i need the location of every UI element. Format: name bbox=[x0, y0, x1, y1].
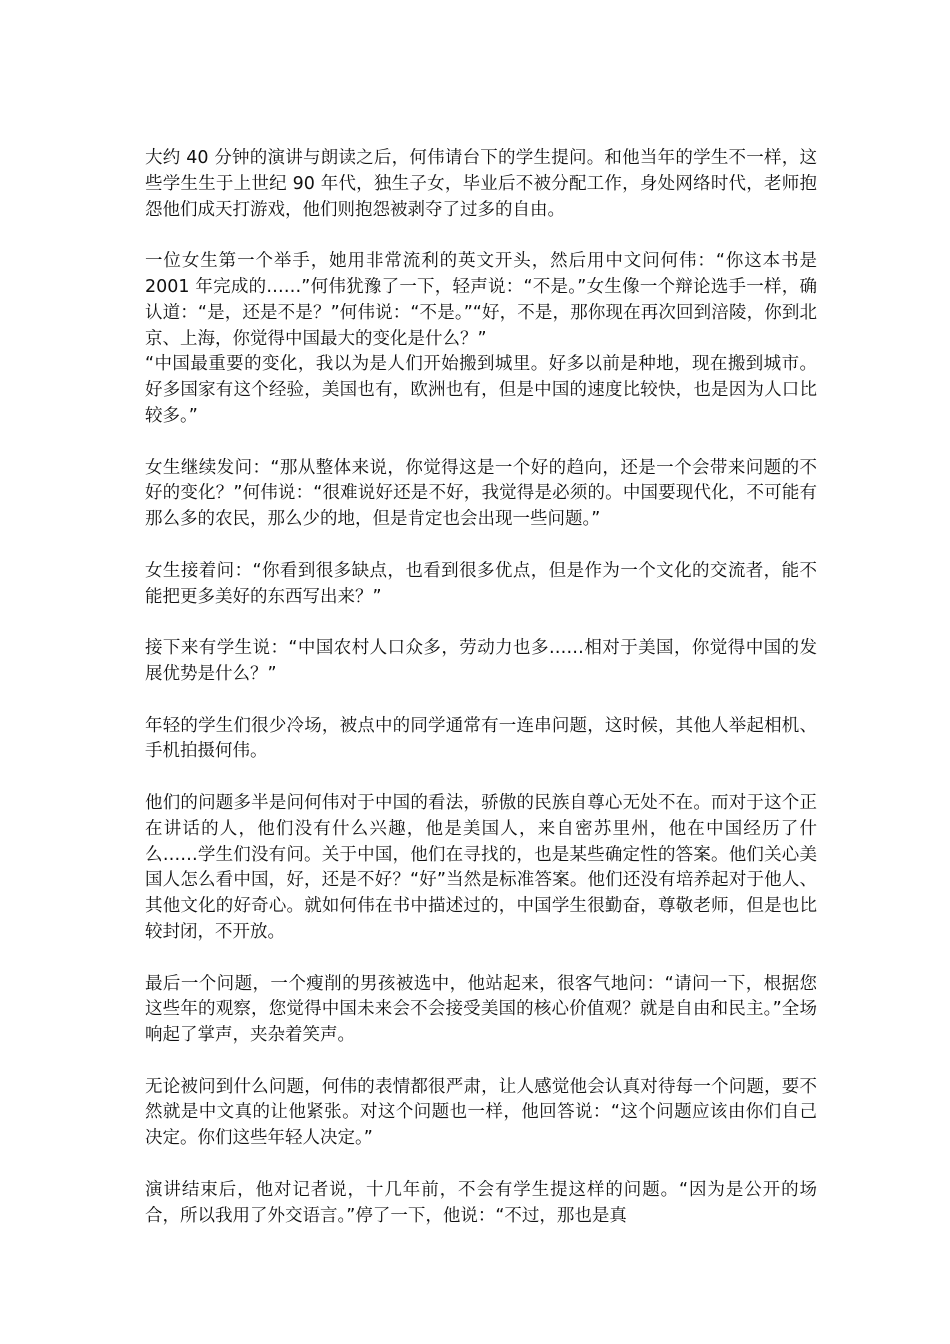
paragraph-6: 年轻的学生们很少冷场，被点中的同学通常有一连串问题，这时候，其他人举起相机、手机拍摄何伟。 bbox=[145, 715, 817, 762]
paragraph-7: 他们的问题多半是问何伟对于中国的看法，骄傲的民族自尊心无处不在。而对于这个正在讲话的人，他们没有什么兴趣，他是美国人，来自密苏里州，他在中国经历了什么……学生们没有问。关于中国，他们在寻找的，也是某些确定性的答案。他们关心美国人怎么看中国，好，还是不好？“好”当然是标准答案。他们还没有培养起对于他人、其他文化的好奇心。就如何伟在书中描述过的，中国学生很勤奋，尊敬老师，但是也比较封闭，不开放。 bbox=[145, 792, 817, 942]
paragraph-9: 无论被问到什么问题，何伟的表情都很严肃，让人感觉他会认真对待每一个问题，要不然就是中文真的让他紧张。对这个问题也一样，他回答说：“这个问题应该由你们自己决定。你们这些年轻人决定。” bbox=[145, 1076, 817, 1149]
document-body bbox=[145, 146, 817, 1255]
paragraph-2: 一位女生第一个举手，她用非常流利的英文开头，然后用中文问何伟：“你这本书是 2001 年完成的……”何伟犹豫了一下，轻声说：“不是。”女生像一个辩论选手一样，确认道：“是，还是不是？”何伟说：“不是。”“好，不是，那你现在再次回到涪陵，你到北京、上海，你觉得中国最大的变化是什么？” “中国最重要的变化，我以为是人们开始搬到城里。好多以前是种地，现在搬到城市。好多国家有这个经验，美国也有，欧洲也有，但是中国的速度比较快，也是因为人口比较多。” bbox=[145, 251, 817, 426]
paragraph-3: 女生继续发问：“那从整体来说，你觉得这是一个好的趋向，还是一个会带来问题的不好的变化？”何伟说：“很难说好还是不好，我觉得是必须的。中国要现代化，不可能有那么多的农民，那么少的地，但是肯定也会出现一些问题。” bbox=[145, 457, 817, 530]
paragraph-8: 最后一个问题，一个瘦削的男孩被选中，他站起来，很客气地问：“请问一下，根据您这些年的观察，您觉得中国未来会不会接受美国的核心价值观？就是自由和民主。”全场响起了掌声，夹杂着笑声。 bbox=[145, 973, 817, 1046]
paragraph-10: 演讲结束后，他对记者说，十几年前，不会有学生提这样的问题。“因为是公开的场合，所以我用了外交语言。”停了一下，他说：“不过，那也是真 bbox=[145, 1179, 817, 1226]
paragraph-4: 女生接着问：“你看到很多缺点，也看到很多优点，但是作为一个文化的交流者，能不能把更多美好的东西写出来？” bbox=[145, 560, 817, 607]
paragraph-1: 大约 40 分钟的演讲与朗读之后，何伟请台下的学生提问。和他当年的学生不一样，这些学生生于上世纪 90 年代，独生子女，毕业后不被分配工作，身处网络时代，老师抱怨他们成天打游戏，他们则抱怨被剥夺了过多的自由。 bbox=[145, 148, 817, 220]
paragraph-5: 接下来有学生说：“中国农村人口众多，劳动力也多……相对于美国，你觉得中国的发展优势是什么？” bbox=[145, 638, 817, 684]
